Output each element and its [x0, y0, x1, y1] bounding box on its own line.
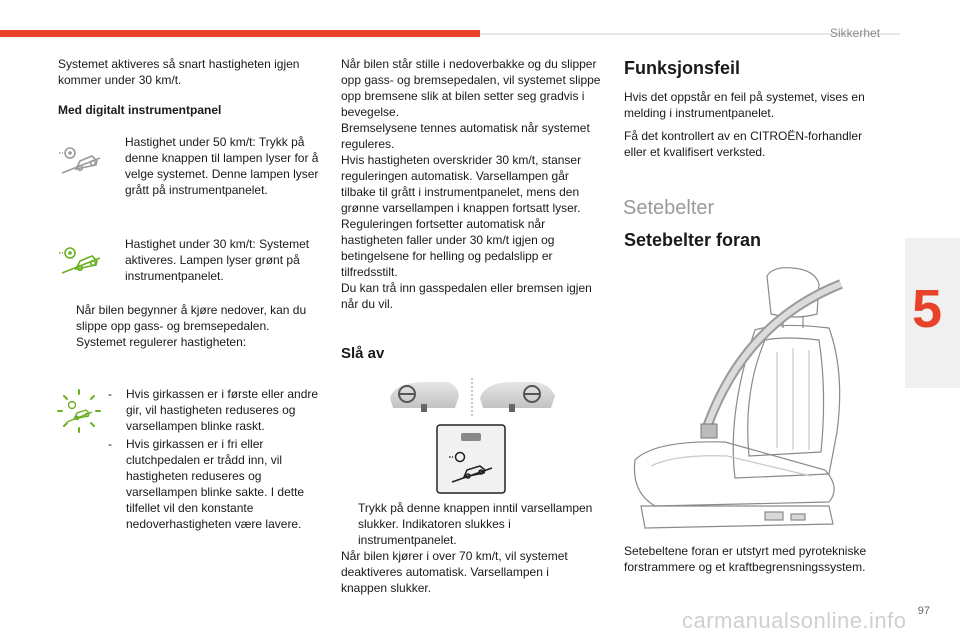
- hill-descent-green-icon: [58, 244, 104, 276]
- col2-paragraph-5: Du kan trå inn gasspedalen eller bremsen igjen når du vil.: [341, 281, 592, 311]
- setebelter-foran-heading: Setebelter foran: [624, 230, 762, 250]
- dash-mark: -: [108, 387, 112, 401]
- hill-descent-grey-icon: [58, 144, 104, 176]
- col1-intro: Systemet aktiveres så snart hastigheten igjen kommer under 30 km/t.: [58, 57, 300, 87]
- hill-descent-flashing-icon: [56, 388, 102, 434]
- col2-paragraph-1: Når bilen står stille i nedoverbakke og du slipper opp gass- og bremsepedalen, vil systemet slippe opp bremsene slik at bilen setter seg gradvis i bevegelse.: [341, 57, 601, 119]
- front-seat-belt-illustration: [615, 262, 890, 540]
- col1-subheading: Med digitalt instrumentpanel: [58, 103, 222, 117]
- section-label: Sikkerhet: [830, 26, 881, 40]
- hill-descent-button-illustration: [436, 424, 506, 494]
- setebelter-section-title: Setebelter: [623, 197, 715, 219]
- col1-dash-1-text: Hvis girkassen er i første eller andre gir, vil hastigheten reduseres og varsellampen blinke raskt.: [126, 387, 319, 433]
- dash-mark: -: [108, 437, 112, 451]
- funksjonsfeil-heading: Funksjonsfeil: [624, 58, 741, 78]
- seatbelt-caption: Setebeltene foran er utstyrt med pyrotekniske forstrammere og et kraftbegrensningssystem.: [624, 544, 867, 574]
- col1-dash-2: [108, 436, 321, 532]
- watermark: carmanualsonline.info: [682, 608, 907, 633]
- dashboard-illustration: [385, 376, 560, 418]
- col1-dash-2-text: Hvis girkassen er i fri eller clutchpedalen er trådd inn, vil hastigheten reduseres og varsellampen blinke sakte. I dette tilfellet vil den konstante nedoverhastigheten være lavere.: [126, 437, 305, 531]
- col1-bullet-3-text: Når bilen begynner å kjøre nedover, kan du slippe opp gass- og bremsepedalen. Systemet regulerer hastigheten:: [76, 303, 307, 349]
- chapter-number: 5: [911, 279, 942, 339]
- col2-bullet-off: [358, 500, 603, 548]
- col2-paragraph-3: Hvis hastigheten overskrider 30 km/t, stanser reguleringen automatisk. Varsellampen går tilbake til grått i instrumentpanelet, mens den grønne varsellampen i knappen fortsatt lyser.: [341, 153, 582, 215]
- header-accent-bar: [0, 30, 480, 37]
- col1-bullet-1: [125, 134, 320, 198]
- col1-dash-1: [108, 386, 321, 434]
- col2-text-block: [341, 56, 603, 312]
- slaa-av-heading: Slå av: [341, 345, 385, 362]
- col1-bullet-1-text: Hastighet under 50 km/t: Trykk på denne knappen til lampen lyser for å velge systemet. Denne lampen lyser grått på instrumentpanelet.: [125, 135, 319, 197]
- col2-paragraph-6: Når bilen kjører i over 70 km/t, vil systemet deaktiveres automatisk. Varsellampen i knappen slukker.: [341, 549, 568, 595]
- page-number: 97: [917, 605, 930, 617]
- col2-paragraph-4: Reguleringen fortsetter automatisk når hastigheten faller under 30 km/t igjen og betingelsene for helling og pedalslipp er tilfredsstilt.: [341, 217, 555, 279]
- fault-paragraph-2: Få det kontrollert av en CITROËN-forhandler eller et kvalifisert verksted.: [624, 129, 863, 159]
- col2-paragraph-2: Bremselysene tennes automatisk når systemet reguleres.: [341, 121, 590, 151]
- col2-bullet-off-text: Trykk på denne knappen inntil varsellampen slukker. Indikatoren slukkes i instrumentpanelet.: [358, 501, 593, 547]
- col1-bullet-2: [125, 236, 320, 284]
- col1-bullet-2-text: Hastighet under 30 km/t: Systemet aktiveres. Lampen lyser grønt på instrumentpanelet.: [125, 237, 310, 283]
- fault-paragraph-1: Hvis det oppstår en feil på systemet, vises en melding i instrumentpanelet.: [624, 90, 865, 120]
- col1-bullet-3: [76, 302, 316, 350]
